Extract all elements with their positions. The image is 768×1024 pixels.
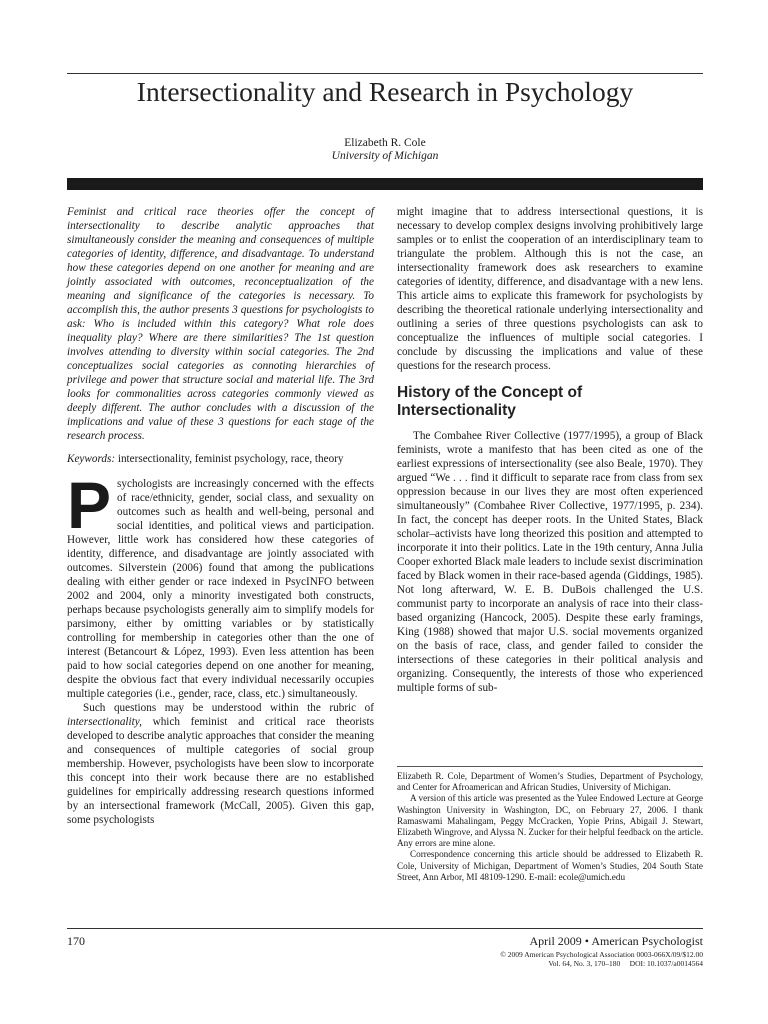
header-bar	[67, 178, 703, 190]
journal-info: April 2009 • American Psychologist	[529, 934, 703, 948]
intro-continuation: might imagine that to address intersectional questions, it is necessary to develop complex designs involving prohibitively large samples or to enlist the cooperation of an interdisciplinary team to triangulate the problem. Although this is not the case, an intersectionality framework does ask researchers to examine categories of identity, difference, and disadvantage with a new lens. This article aims to explicate this framework for psychologists by describing the theoretical rationale underlying intersectionality and outlining a series of three questions psychologists can ask to conceptualize the influences of multiple social categories. I conclude by discussing the implications and value of these questions for the research process.	[397, 206, 703, 372]
keywords	[67, 452, 374, 466]
abstract: Feminist and critical race theories offer the concept of intersectionality to describe analytic approaches that simultaneously consider the meaning and consequences of multiple categories of identity, difference, and disadvantage. To understand how these categories depend on one another for meaning and are jointly associated with outcomes, reconceptualization of the meaning and significance of the categories is necessary. To accomplish this, the author presents 3 questions for psychologists to ask: Who is included within this category? What role does inequality play? Where are there similarities? The 1st question involves attending to diversity within social categories. The 2nd conceptualizes social categories as connoting hierarchies of privilege and power that structure social and material life. The 3rd looks for commonalities across categories commonly viewed as deeply different. The author concludes with a discussion of the implications and value of these 3 questions for each stage of the research process.	[67, 206, 374, 442]
page-number: 170	[67, 934, 85, 948]
footnote-acknowledgment: A version of this article was presented as the Yulee Endowed Lecture at George Washington University in Washington, DC, on February 27, 2006. I thank Ramaswami Mahalingam, Peggy McCracken, Yopie Prins, Abigail J. Stewart, Elizabeth Wingrove, and Alyssa N. Zucker for their helpful feedback on the article. Any errors are mine alone.	[397, 793, 703, 849]
intro-p2-term: intersectionality,	[67, 716, 142, 728]
footnotes	[397, 771, 703, 883]
copyright-line: © 2009 American Psychological Association 0003-066X/09/$12.00	[500, 950, 703, 959]
footnote-rule	[397, 766, 703, 767]
author-name: Elizabeth R. Cole	[344, 137, 426, 149]
drop-cap: P	[67, 468, 112, 542]
intro-p2-rest: which feminist and critical race theorists developed to describe analytic approaches that consider the meaning and consequences of multiple categories of social group membership. However, psychologists have been slow to incorporate this concept into their work because there are no established guidelines for empirically addressing research questions informed by an intersectional framework (McCall, 2005). Given this gap, some psychologists	[67, 716, 374, 826]
left-column	[67, 205, 374, 827]
section-heading: History of the Concept of Intersectionality	[397, 384, 583, 419]
keywords-label: Keywords:	[67, 453, 116, 465]
history-paragraph: The Combahee River Collective (1977/1995), a group of Black feminists, wrote a manifesto that has been cited as one of the earliest expressions of intersectionality (see also Beale, 1970). They argued “We . . . find it difficult to separate race from class from sex oppression because in our lives they are most often experienced simultaneously” (Combahee River Collective, 1977/1995, p. 234). In fact, the concept has deeper roots. In the United States, Black scholar–activists have long theorized this position and attempted to incorporate it into their politics. Late in the 19th century, Anna Julia Cooper exhorted Black male leaders to include sexist discrimination faced by Black women in their race-based agenda (Giddings, 1985). Not long afterward, W. E. B. DuBois challenged the U.S. communist party to incorporate an analysis of race into their class-based organizing (Hancock, 2005). Despite these early framings, King (1988) showed that major U.S. social movements organized on the basis of race, class, and gender failed to consider the intersections of these categories in their political analysis and organizing. Consequently, the interests of those who experienced multiple forms of sub-	[397, 430, 703, 694]
introduction	[67, 468, 374, 827]
footer-rule	[67, 928, 703, 929]
keywords-text: intersectionality, feminist psychology, race, theory	[115, 453, 344, 465]
footnote-affiliation: Elizabeth R. Cole, Department of Women’s Studies, Department of Psychology, and Center for Afroamerican and African Studies, University of Michigan.	[397, 771, 703, 793]
intro-p2-start: Such questions may be understood within the rubric of	[83, 702, 374, 714]
author-affiliation: University of Michigan	[331, 150, 439, 162]
top-rule	[67, 73, 703, 74]
volume-doi: Vol. 64, No. 3, 170–180 DOI: 10.1037/a0014564	[548, 959, 703, 968]
intro-paragraph-2	[67, 701, 374, 827]
right-column	[397, 205, 703, 695]
intro-paragraph-1: sychologists are increasingly concerned with the effects of race/ethnicity, gender, social class, and sexuality on outcomes such as health and well-being, personal and social identities, and political views and participation. However, little work has considered how these categories of identity, difference, and disadvantage are jointly associated with outcomes. Silverstein (2006) found that among the publications dealing with either gender or race indexed in PsycINFO between 2002 and 2004, only a minority investigated both constructs, perhaps because psychologists generally aim to simplify models for parsimony, either by omitting variables or by statistically controlling for membership in categories other than the one of interest (Betancourt & López, 1993). Even less attention has been paid to how social categories depend on one another for meaning, despite the obvious fact that every individual necessarily occupies multiple categories (i.e., gender, race, class, etc.) simultaneously.	[67, 478, 374, 700]
article-title: Intersectionality and Research in Psychology	[136, 76, 634, 107]
footnote-correspondence: Correspondence concerning this article should be addressed to Elizabeth R. Cole, University of Michigan, Department of Women’s Studies, 204 South State Street, Ann Arbor, MI 48109-1290. E-mail: ecole@umich.edu	[397, 849, 703, 882]
